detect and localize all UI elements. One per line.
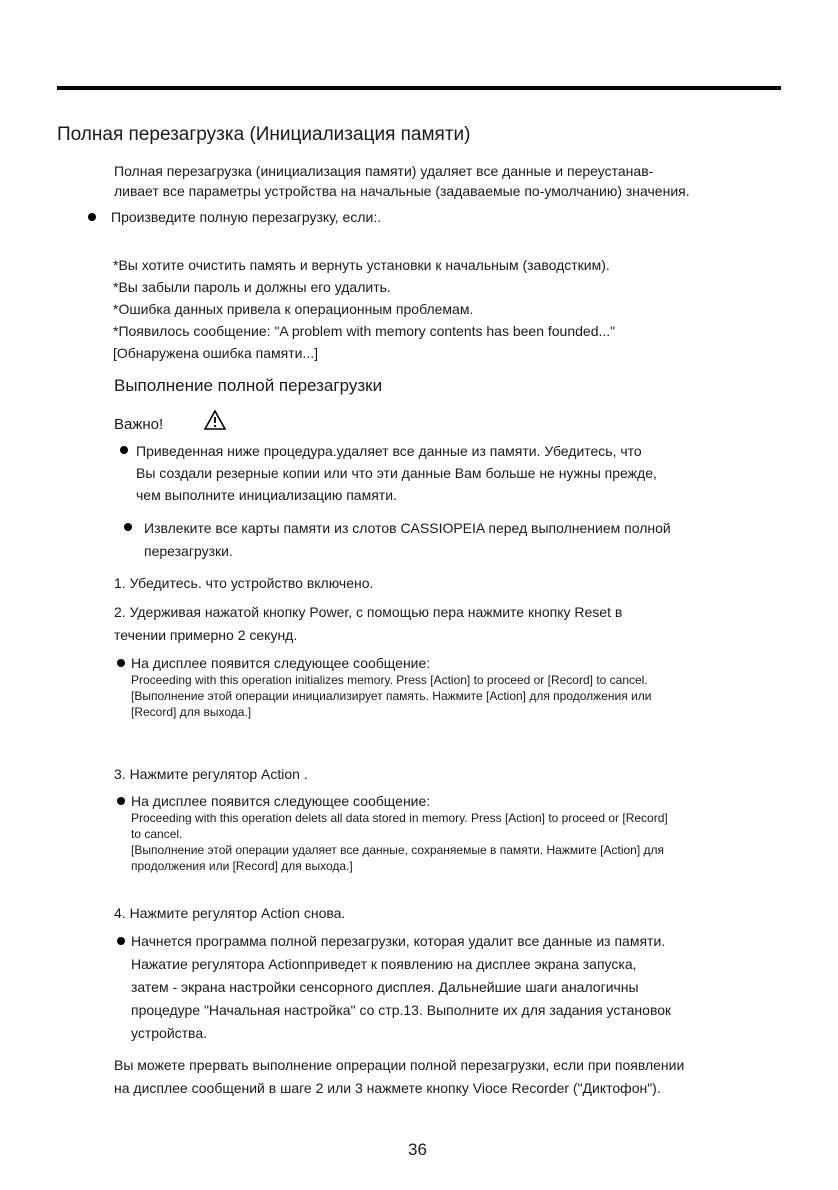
step-2 xyxy=(114,601,622,647)
warning-triangle-icon xyxy=(204,410,226,430)
step-4-line-2: Нажатие регулятора Actionприведет к появлению на дисплее экрана запуска, xyxy=(131,956,637,972)
bullet-icon xyxy=(117,659,125,667)
reason-3: *Ошибка данных привела к операционным проблемам. xyxy=(113,301,474,317)
step-4-bullet xyxy=(131,930,671,1045)
step-2-line-1: 2. Удерживая нажатой кнопку Power, с помощью пера нажмите кнопку Reset в xyxy=(114,604,623,620)
step-4-line-1: Начнется программа полной перезагрузки, которая удалит все данные из памяти. xyxy=(131,933,666,949)
step-1: 1. Убедитесь. что устройство включено. xyxy=(114,575,374,591)
reason-1: *Вы хотите очистить память и вернуть установки к начальным (заводстким). xyxy=(113,257,610,273)
step-4-line-3: затем - экрана настройки сенсорного дисплея. Дальнейшие шаги аналогичны xyxy=(131,979,639,995)
bullet-icon xyxy=(117,797,125,805)
bullet-icon xyxy=(120,446,128,454)
bullet-icon xyxy=(88,213,96,221)
step-3-message-line-3: [Выполнение этой операции удаляет все данные, сохраняемые в памяти. Нажмите [Action] для xyxy=(131,843,665,857)
important-1-line-3: чем выполните инициализацию памяти. xyxy=(136,487,397,503)
step-2-message xyxy=(131,672,651,720)
closing-line-1: Вы можете прервать выполнение опрерации полной перезагрузки, если при появлении xyxy=(114,1057,685,1073)
when-bullet: Произведите полную перезагрузку, если:. xyxy=(111,209,382,225)
step-2-message-line-3: [Record] для выхода.] xyxy=(131,705,252,719)
step-3-message-line-2: to cancel. xyxy=(131,827,183,841)
important-2-line-1: Извлеките все карты памяти из слотов CASSIOPEIA перед выполнением полной xyxy=(144,520,671,536)
important-bullet-1 xyxy=(136,440,657,506)
important-label: Важно! xyxy=(114,416,164,433)
important-2-line-2: перезагрузки. xyxy=(144,543,233,559)
important-1-line-1: Приведенная ниже процедура.удаляет все данные из памяти. Убедитесь, что xyxy=(136,443,642,459)
step-3-message-lead: На дисплее появится следующее сообщение: xyxy=(131,793,431,809)
procedure-title: Выполнение полной перезагрузки xyxy=(114,376,383,395)
top-rule xyxy=(57,86,781,90)
reason-2: *Вы забыли пароль и должны его удалить. xyxy=(113,279,391,295)
intro-paragraph xyxy=(114,161,690,201)
step-3-message-line-4: продолжения или [Record] для выхода.] xyxy=(131,859,353,873)
reason-5: [Обнаружена ошибка памяти...] xyxy=(113,345,318,361)
intro-line-1: Полная перезагрузка (инициализация памяти) удаляет все данные и переустанав- xyxy=(114,163,654,179)
section-title: Полная перезагрузка (Инициализация памяти) xyxy=(57,124,471,145)
bullet-icon xyxy=(124,523,132,531)
step-4: 4. Нажмите регулятор Action снова. xyxy=(114,905,346,921)
step-2-message-lead: На дисплее появится следующее сообщение: xyxy=(131,655,431,671)
bullet-icon xyxy=(117,937,125,945)
reasons-list xyxy=(113,254,615,364)
step-3-message xyxy=(131,810,668,874)
step-4-line-5: устройства. xyxy=(131,1025,208,1041)
step-4-line-4: процедуре "Начальная настройка" со стр.13. Выполните их для задания установок xyxy=(131,1002,672,1018)
step-2-message-line-2: [Выполнение этой операции инициализирует память. Нажмите [Action] для продолжения или xyxy=(131,689,652,703)
important-1-line-2: Вы создали резерные копии или что эти данные Вам больше не нужны прежде, xyxy=(136,465,657,481)
step-2-line-2: течении примерно 2 секунд. xyxy=(114,627,298,643)
closing-paragraph xyxy=(114,1054,684,1100)
important-bullet-2 xyxy=(144,517,671,563)
intro-line-2: ливает все параметры устройства на начальные (задаваемые по-умолчанию) значения. xyxy=(114,183,690,199)
step-3: 3. Нажмите регулятор Action . xyxy=(114,766,308,782)
page-number: 36 xyxy=(408,1140,427,1159)
step-2-message-line-1: Proceeding with this operation initializes memory. Press [Action] to proceed or [Record] to cancel. xyxy=(131,673,648,687)
closing-line-2: на дисплее сообщений в шаге 2 или 3 нажмете кнопку Vioce Recorder ("Диктофон"). xyxy=(114,1080,661,1096)
reason-4: *Появилось сообщение: "A problem with memory contents has been founded..." xyxy=(113,323,616,339)
step-3-message-line-1: Proceeding with this operation delets all data stored in memory. Press [Action] to proceed or [Record] xyxy=(131,811,668,825)
